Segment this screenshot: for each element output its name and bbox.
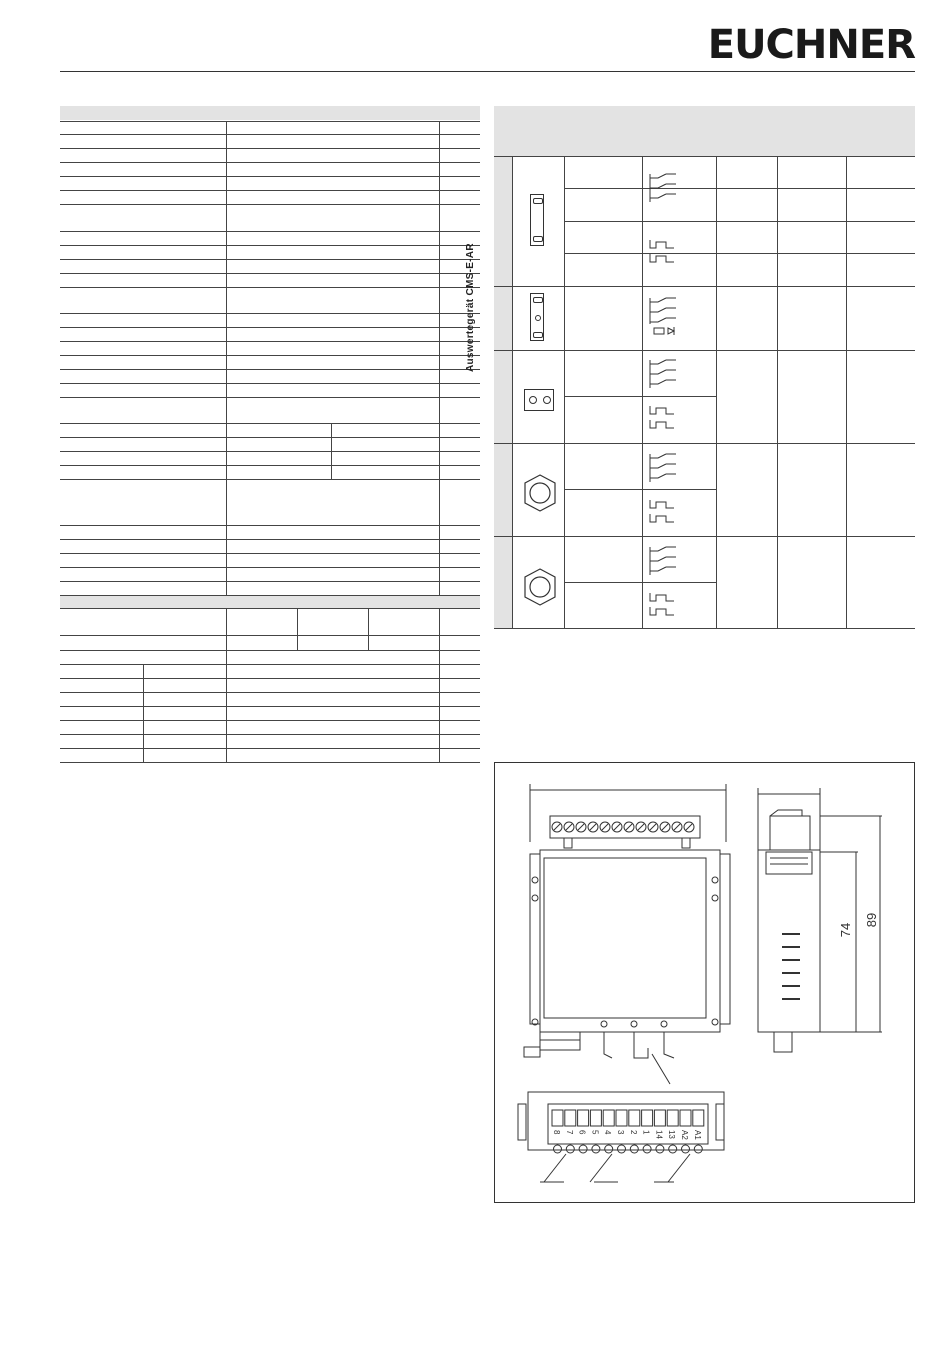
- left-table-row-rule: [60, 465, 480, 466]
- dim-74: 74: [838, 922, 853, 938]
- terminal-screw-slot: [626, 824, 632, 830]
- left-table-row-rule: [60, 134, 480, 135]
- right-table-subrow-rule: [564, 188, 915, 189]
- terminal-pin: [630, 1145, 638, 1153]
- terminal-pin: [592, 1145, 600, 1153]
- left-table-row-rule: [60, 650, 480, 651]
- terminal-screw-slot: [686, 824, 692, 830]
- brand-logo: EUCHNER: [707, 22, 915, 68]
- left-table-row-rule: [60, 313, 480, 314]
- terminal-pin: [682, 1145, 690, 1153]
- contact-symbol-8: [646, 543, 680, 579]
- terminal-pin: [694, 1145, 702, 1153]
- terminal-screw-slot: [650, 824, 656, 830]
- left-table-row-rule: [60, 692, 480, 693]
- left-table-row-rule: [60, 231, 480, 232]
- terminal-pin: [618, 1145, 626, 1153]
- left-table-row-rule: [60, 204, 480, 205]
- terminal-pin: [669, 1145, 677, 1153]
- terminal-label: A2: [680, 1130, 689, 1140]
- terminal-slot: [642, 1110, 653, 1126]
- left-table-section-band: [60, 596, 480, 608]
- contact-symbol-2: [646, 236, 680, 268]
- terminal-label: 8: [552, 1130, 561, 1135]
- terminal-slot: [552, 1110, 563, 1126]
- left-table-row-rule: [60, 369, 480, 370]
- right-table-subrow-rule: [564, 253, 915, 254]
- left-table-row-rule: [60, 635, 480, 636]
- left-table-col-rule: [439, 121, 440, 595]
- right-table-col-rule: [564, 156, 565, 628]
- terminal-slot: [590, 1110, 601, 1126]
- terminal-slot: [616, 1110, 627, 1126]
- right-table-col-rule: [846, 156, 847, 628]
- actuator-icon-5: [522, 567, 558, 607]
- left-table-row-rule: [60, 273, 480, 274]
- contact-symbol-1: [646, 170, 680, 206]
- right-table-subrow-rule: [564, 489, 716, 490]
- right-table-side-band: [494, 156, 512, 629]
- terminal-label: 5: [590, 1130, 600, 1135]
- left-table-row-rule: [60, 355, 480, 356]
- header-rule: [60, 71, 915, 72]
- terminal-label: 14: [654, 1130, 664, 1139]
- right-table-col-rule: [777, 156, 778, 628]
- terminal-pin: [566, 1145, 574, 1153]
- left-table-row-rule: [60, 748, 480, 749]
- terminal-label: 4: [603, 1130, 613, 1135]
- terminal-screw-slot: [590, 824, 596, 830]
- terminal-slot: [680, 1110, 691, 1126]
- left-table-row-rule: [60, 245, 480, 246]
- left-table-row-rule: [60, 437, 480, 438]
- left-table-col-rule: [368, 608, 369, 650]
- dimension-drawing: [494, 762, 915, 1203]
- actuator-icon-3: [524, 389, 554, 411]
- left-table-row-rule: [60, 567, 480, 568]
- left-table-row-rule: [60, 762, 480, 763]
- left-table-row-rule: [60, 327, 480, 328]
- right-table-row-rule: [494, 286, 915, 287]
- terminal-slot: [629, 1110, 640, 1126]
- vertical-table-label: Auswertegerät CMS-E-AR: [465, 243, 476, 372]
- left-table-row-rule: [60, 664, 480, 665]
- terminal-pin: [554, 1145, 562, 1153]
- left-table-header-band: [60, 106, 480, 120]
- left-table-row-rule: [60, 706, 480, 707]
- left-table-col-rule: [297, 608, 298, 650]
- left-table-row-rule: [60, 341, 480, 342]
- dim-89: 89: [864, 912, 879, 928]
- right-table-row-rule: [494, 443, 915, 444]
- right-table-col-rule: [716, 156, 717, 628]
- terminal-screw-slot: [662, 824, 668, 830]
- terminal-slot: [667, 1110, 678, 1126]
- contact-symbol-6: [646, 450, 680, 486]
- terminal-pin: [656, 1145, 664, 1153]
- terminal-pin: [643, 1145, 651, 1153]
- terminal-screw-slot: [614, 824, 620, 830]
- right-table-col-rule: [512, 156, 513, 628]
- terminal-label: 6: [577, 1130, 587, 1135]
- left-table-row-rule: [60, 720, 480, 721]
- terminal-pin: [605, 1145, 613, 1153]
- left-table-col-rule: [143, 664, 144, 762]
- left-table-row-rule: [60, 397, 480, 398]
- left-table-row-rule: [60, 678, 480, 679]
- right-table-row-rule: [494, 536, 915, 537]
- terminal-screw-slot: [674, 824, 680, 830]
- terminal-slot: [654, 1110, 665, 1126]
- left-table-row-rule: [60, 148, 480, 149]
- terminal-slot: [693, 1110, 704, 1126]
- left-table-row-rule: [60, 734, 480, 735]
- terminal-label: 2: [628, 1130, 638, 1135]
- terminal-label: 13: [667, 1130, 677, 1139]
- terminal-screw-slot: [554, 824, 560, 830]
- right-table-subrow-rule: [564, 582, 716, 583]
- left-table-row-rule: [60, 479, 480, 480]
- left-table-row-rule: [60, 176, 480, 177]
- actuator-icon-2: [530, 293, 544, 341]
- terminal-pin: [579, 1145, 587, 1153]
- terminal-slot: [565, 1110, 576, 1126]
- left-table-row-rule: [60, 553, 480, 554]
- terminal-slot: [578, 1110, 589, 1126]
- left-table-row-rule: [60, 608, 480, 609]
- actuator-icon-4: [522, 473, 558, 513]
- right-table-header-band: [494, 106, 915, 156]
- right-table-subrow-rule: [564, 221, 915, 222]
- left-table-row-rule: [60, 581, 480, 582]
- left-table-col-rule: [439, 608, 440, 762]
- left-table-row-rule: [60, 539, 480, 540]
- actuator-icon-1: [530, 194, 544, 246]
- contact-symbol-3: [646, 294, 686, 342]
- right-table-row-rule: [494, 350, 915, 351]
- terminal-screw-slot: [602, 824, 608, 830]
- contact-symbol-7: [646, 496, 680, 532]
- left-table-row-rule: [60, 162, 480, 163]
- terminal-label: A1: [692, 1130, 702, 1140]
- left-table-row-rule: [60, 525, 480, 526]
- contact-symbol-4: [646, 356, 680, 392]
- left-table-row-rule: [60, 259, 480, 260]
- terminal-label: 7: [564, 1130, 574, 1135]
- terminal-slot: [603, 1110, 614, 1126]
- left-table-row-rule: [60, 190, 480, 191]
- terminal-labels: [552, 1130, 702, 1140]
- terminal-screw-slot: [566, 824, 572, 830]
- terminal-label: 3: [616, 1130, 625, 1135]
- left-table-col-rule: [331, 423, 332, 479]
- right-table-col-rule: [642, 156, 643, 628]
- terminal-label: 1: [641, 1130, 651, 1135]
- left-table-row-rule: [60, 121, 480, 122]
- contact-symbol-9: [646, 589, 680, 625]
- contact-symbol-5: [646, 402, 680, 438]
- right-table-row-rule: [494, 156, 915, 157]
- left-table-col-rule: [226, 121, 227, 595]
- left-table-row-rule: [60, 451, 480, 452]
- right-table-subrow-rule: [564, 396, 716, 397]
- right-table-row-rule: [494, 628, 915, 629]
- left-table-row-rule: [60, 423, 480, 424]
- left-table-row-rule: [60, 287, 480, 288]
- left-table-col-rule: [226, 608, 227, 762]
- terminal-screw-slot: [578, 824, 584, 830]
- left-table-row-rule: [60, 383, 480, 384]
- terminal-screw-slot: [638, 824, 644, 830]
